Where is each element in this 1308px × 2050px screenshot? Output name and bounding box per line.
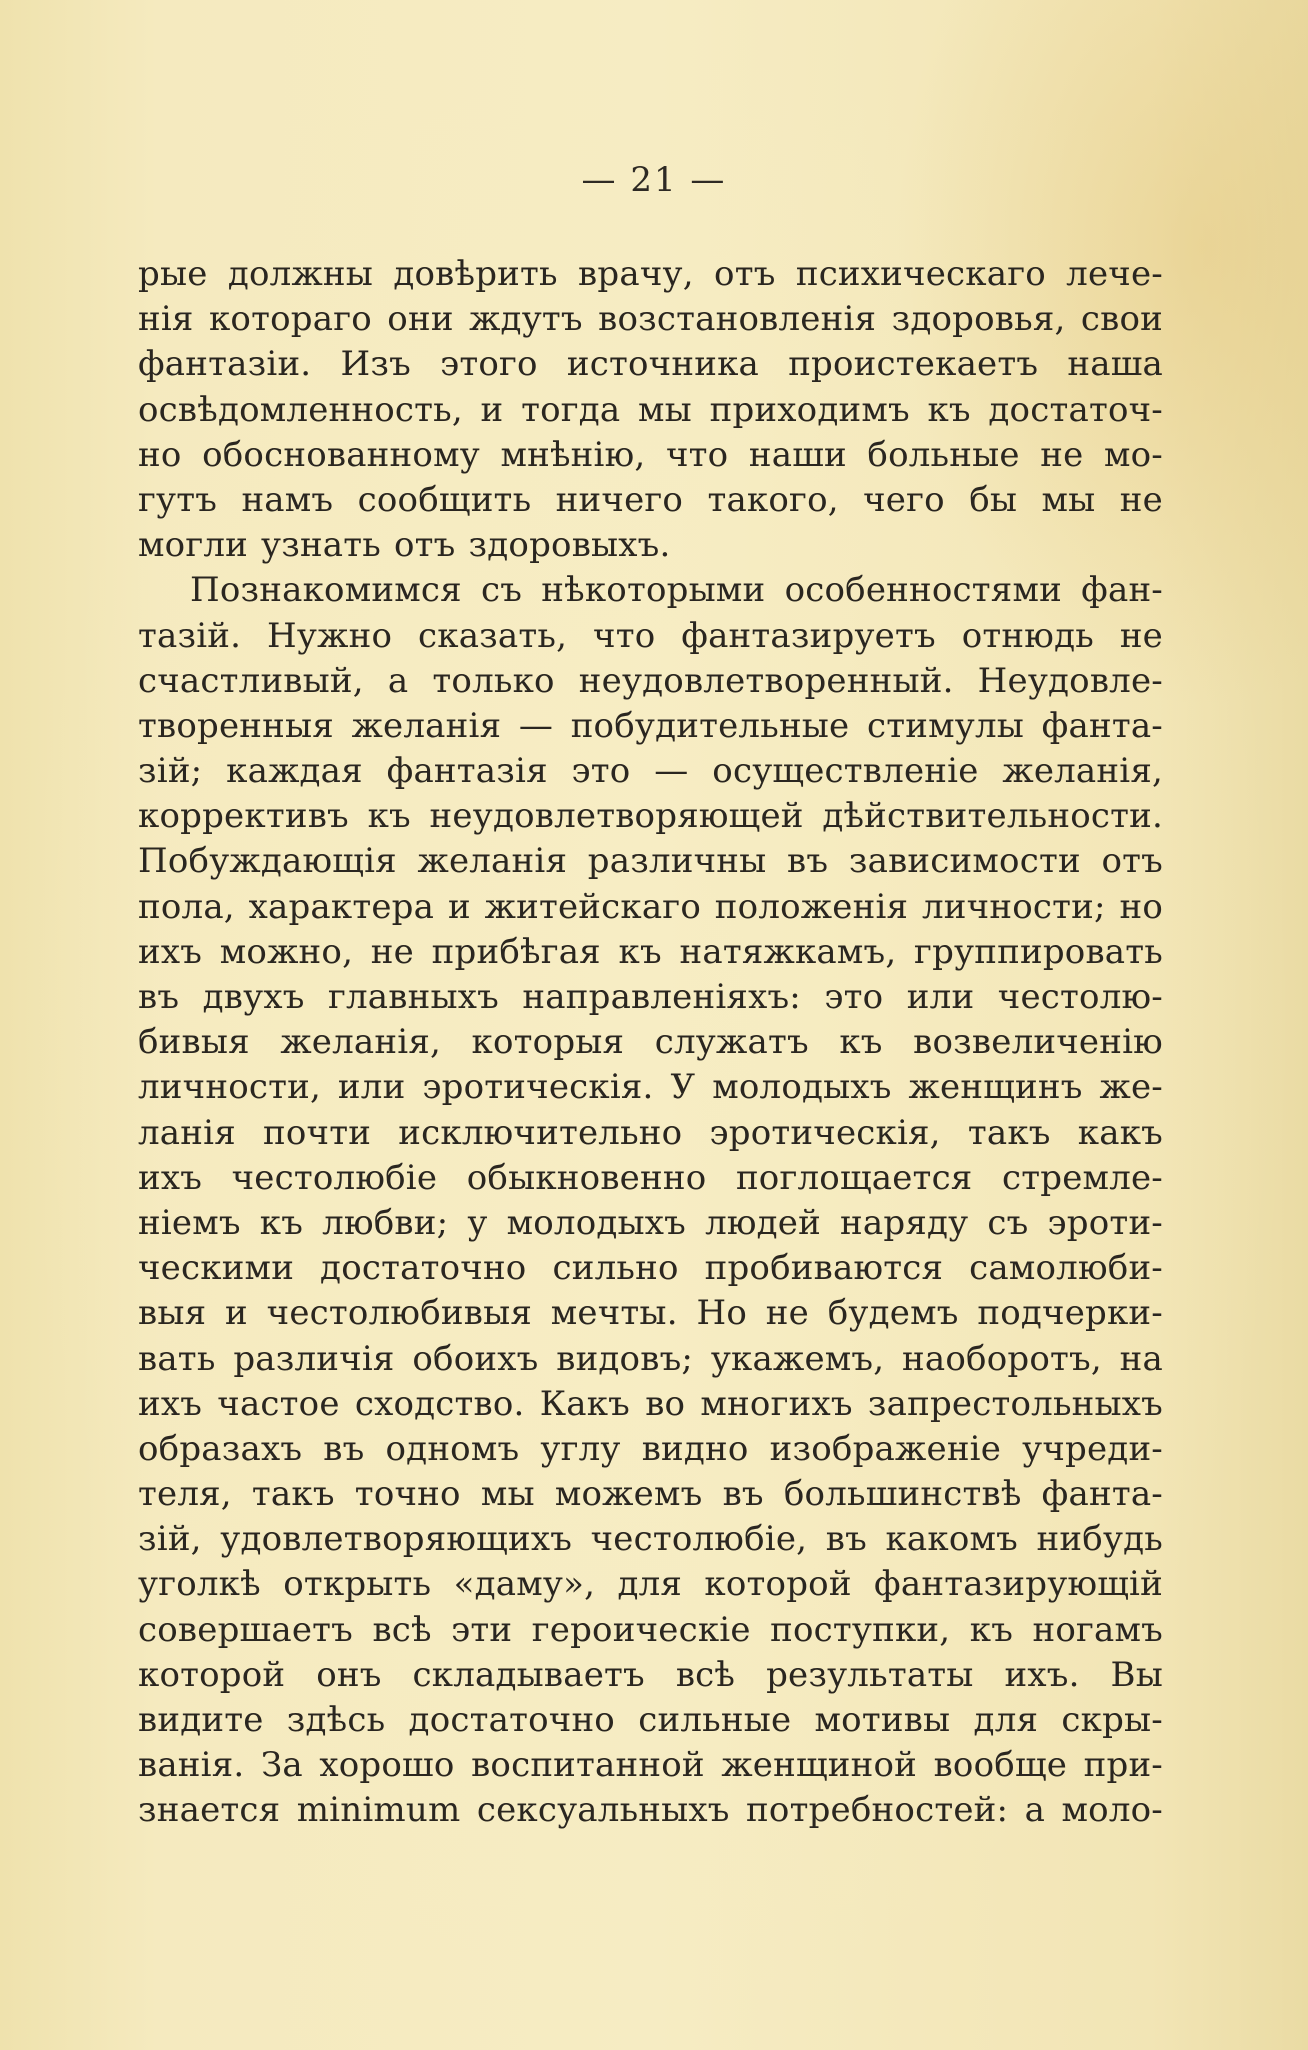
text-line: бивыя желанія, которыя служатъ къ возвеличенію [138, 1022, 1163, 1063]
text-line: счастливый, а только неудовлетворенный. Неудовле- [138, 660, 1163, 701]
text-line: совершаетъ всѣ эти героическіе поступки, къ ногамъ [138, 1609, 1163, 1650]
text-line: вать различія обоихъ видовъ; укажемъ, наоборотъ, на [138, 1338, 1163, 1379]
text-line: тазій. Нужно сказать, что фантазируетъ отнюдь не [138, 615, 1163, 656]
text-line: ческими достаточно сильно пробиваются самолюби- [138, 1248, 1163, 1289]
text-line: уголкѣ открыть «даму», для которой фантазирующій [138, 1564, 1163, 1605]
text-line: личности, или эротическія. У молодыхъ женщинъ же- [138, 1067, 1163, 1108]
text-line: знается minimum сексуальныхъ потребностей: а моло- [138, 1790, 1163, 1831]
body-text [138, 252, 1163, 1834]
text-line: ихъ частое сходство. Какъ во многихъ запрестольныхъ [138, 1383, 1163, 1424]
text-line: Познакомимся съ нѣкоторыми особенностями фан- [190, 570, 1163, 611]
text-line: зій; каждая фантазія это — осуществленіе желанія, [138, 751, 1163, 792]
text-line: Побуждающія желанія различны въ зависимости отъ [138, 841, 1163, 882]
text-line: которой онъ складываетъ всѣ результаты ихъ. Вы [138, 1654, 1163, 1695]
page-number: — 21 — [581, 160, 727, 200]
text-line: ихъ честолюбіе обыкновенно поглощается стремле- [138, 1157, 1163, 1198]
text-line: рые должны довѣрить врачу, отъ психическаго лече- [138, 254, 1163, 294]
text-line: ихъ можно, не прибѣгая къ натяжкамъ, группировать [138, 931, 1163, 972]
text-line: ніемъ къ любви; у молодыхъ людей наряду съ эроти- [138, 1202, 1163, 1243]
text-line: теля, такъ точно мы можемъ въ большинствѣ фанта- [138, 1474, 1163, 1515]
text-line: гутъ намъ сообщить ничего такого, чего бы мы не [138, 479, 1163, 520]
paragraph-1 [138, 252, 1163, 568]
text-line: но обоснованному мнѣнію, что наши больные не мо- [138, 434, 1163, 475]
text-line: пола, характера и житейскаго положенія личности; но [138, 886, 1163, 927]
text-line: творенныя желанія — побудительные стимулы фанта- [138, 705, 1163, 746]
text-line: видите здѣсь достаточно сильные мотивы для скры- [138, 1700, 1163, 1740]
text-line: освѣдомленность, и тогда мы приходимъ къ достаточ- [138, 389, 1163, 430]
text-line: зій, удовлетворяющихъ честолюбіе, въ какомъ нибудь [138, 1519, 1163, 1560]
text-line: фантазіи. Изъ этого источника проистекаетъ наша [138, 344, 1163, 385]
text-line: ланія почти исключительно эротическія, такъ какъ [138, 1112, 1163, 1153]
text-line: коррективъ къ неудовлетворяющей дѣйствительности. [138, 796, 1163, 837]
paragraph-2 [138, 568, 1163, 1833]
text-line: ванія. За хорошо воспитанной женщиной вообще при- [138, 1745, 1163, 1786]
text-line: могли узнать отъ здоровыхъ. [138, 525, 671, 566]
text-line: въ двухъ главныхъ направленіяхъ: это или честолю- [138, 977, 1163, 1017]
text-line: образахъ въ одномъ углу видно изображеніе учреди- [138, 1428, 1163, 1469]
text-line: выя и честолюбивыя мечты. Но не будемъ подчерки- [138, 1293, 1163, 1334]
text-line: нія котораго они ждутъ возстановленія здоровья, свои [138, 299, 1163, 340]
